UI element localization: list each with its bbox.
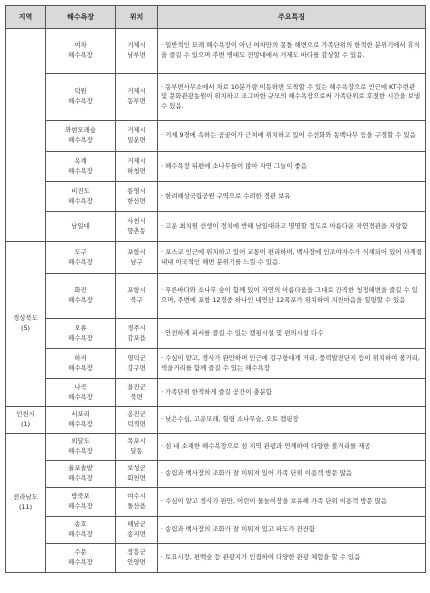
beach-name-text: 남일대 — [71, 221, 90, 230]
beach-name-text: 오류 — [74, 323, 87, 332]
location-cell — [116, 407, 158, 434]
feature-cell: · 한려해상국립공원 구역으로 수려한 경관 보유 — [158, 182, 426, 212]
beach-name-text: 해수욕장 — [68, 502, 93, 510]
feature-cell: · 수심이 얕고, 경사가 완만하며 인근에 강구항대게 거리, 풍력발전단지 등이 위치하여 볼거리, 먹을거리를 함께 즐길 수 있는 해수욕장 — [158, 349, 426, 379]
feature-cell: · 낮은수심, 고운모래, 힐링 소나무숲, 오토 캠핑장 — [158, 407, 426, 434]
table-row — [6, 242, 426, 274]
location-text: 통영시 — [127, 186, 146, 195]
beach-name-cell — [46, 349, 116, 379]
location-cell — [116, 74, 158, 121]
table-row — [6, 29, 426, 74]
region-cell — [6, 434, 46, 573]
location-text: 보성군 — [127, 464, 146, 473]
beach-name-text: 해수욕장 — [68, 196, 93, 205]
region-cell — [6, 407, 46, 434]
beach-name-text: 해수욕장 — [68, 474, 93, 482]
location-text: 남부면 — [127, 51, 146, 59]
beach-name-text: 해수욕장 — [68, 558, 93, 566]
beach-name-cell — [46, 434, 116, 461]
beach-table-container — [5, 5, 425, 588]
beach-name-text: 옥계 — [74, 156, 87, 165]
location-text: 북구 — [130, 296, 143, 304]
feature-cell: · 포스코 인근에 위치하고 있어 교통이 편리하며, 백사장에 인조야자수가 식재되어 있어 사계절 내내 이국적인 해변 분위기를 느낄 수 있음. — [158, 242, 426, 274]
beach-name-text: 율포솔밭 — [68, 464, 93, 473]
location-text: 감포읍 — [127, 333, 146, 342]
beach-name-cell — [46, 379, 116, 407]
location-text: 동부면 — [127, 97, 146, 105]
beach-name-text: 해수욕장 — [68, 530, 93, 538]
beach-name-text: 해수욕장 — [68, 363, 93, 372]
region-label: (11) — [18, 503, 33, 511]
table-row — [6, 121, 426, 152]
location-text: 거제시 — [127, 41, 146, 50]
beach-name-text: 하저 — [74, 353, 87, 362]
region-cell — [6, 242, 46, 407]
beach-name-cell — [46, 517, 116, 544]
feature-cell: · 푸른바다와 소나무 숲이 함께 있어 자연의 아름다움을 그대로 간직한 청정해변을 즐길 수 있으며, 주변에 포항 12경중 하나인 내연산 12폭포가 위치하여 지친마음을 힐링할 수 있음 — [158, 274, 426, 319]
beach-name-cell — [46, 319, 116, 349]
location-cell — [116, 434, 158, 461]
feature-cell: · 고운 최치원 선생이 경치에 반해 남일대라고 명명할 정도로 아름다운 자연경관을 자랑함 — [158, 212, 426, 242]
location-text: 포항시 — [127, 286, 146, 295]
location-text: 북면 — [130, 392, 143, 401]
beach-name-cell — [46, 274, 116, 319]
beach-name-cell — [46, 407, 116, 434]
feature-cell: · 동부면사무소에서 차로 10분가량 이동하면 도착할 수 있는 해수욕장으로 인근에 KT수련관 및 문화관광농원이 위치하고 조그마한 규모의 해수욕장으로써 가족단위로 호젓한 시간을 보낼 수 있음. — [158, 74, 426, 121]
table-row — [6, 434, 426, 461]
beach-name-text: 해수욕장 — [68, 97, 93, 105]
location-cell — [116, 182, 158, 212]
beach-name-cell — [46, 544, 116, 573]
table-row — [6, 152, 426, 182]
location-cell — [116, 349, 158, 379]
header-location: 위치 — [116, 6, 158, 29]
beach-name-text: 나곡 — [74, 382, 87, 391]
beach-name-cell — [46, 488, 116, 517]
beach-name-cell — [46, 182, 116, 212]
location-text: 거제시 — [127, 126, 146, 135]
header-beach-name: 해수욕장 — [46, 6, 116, 29]
location-cell — [116, 319, 158, 349]
beach-name-text: 여차 — [74, 41, 87, 50]
beach-name-text: 방죽포 — [71, 492, 90, 501]
location-cell — [116, 379, 158, 407]
beach-name-cell — [46, 74, 116, 121]
location-text: 해남군 — [127, 520, 146, 529]
region-label: 경상북도 — [13, 314, 38, 323]
location-text: 회천면 — [127, 474, 146, 482]
location-cell — [116, 212, 158, 242]
location-text: 거제시 — [127, 156, 146, 165]
feature-cell: · 송림과 백사장의 조화가 잘 이뤄져 있고 파도가 잔잔함 — [158, 517, 426, 544]
beach-name-text: 화진 — [74, 286, 87, 295]
table-row — [6, 461, 426, 488]
location-text: 영덕군 — [127, 353, 146, 362]
location-text: 남구 — [130, 257, 143, 266]
location-cell — [116, 242, 158, 274]
beach-table — [5, 5, 426, 573]
header-features: 주요특징 — [158, 6, 426, 29]
beach-name-text: 수문 — [74, 548, 87, 557]
location-cell — [116, 461, 158, 488]
beach-name-text: 외달도 — [71, 437, 90, 446]
table-row — [6, 212, 426, 242]
beach-name-text: 덕원 — [74, 87, 87, 96]
beach-name-text: 송호 — [74, 520, 87, 529]
location-text: 덕적면 — [127, 420, 146, 428]
region-label: (5) — [20, 324, 31, 332]
beach-name-cell — [46, 152, 116, 182]
feature-cell: · 수심이 얕고 경사가 완만, 어린이 물놀이장을 보유해 가족 단위 이용객 방문 많음 — [158, 488, 426, 517]
beach-name-cell — [46, 461, 116, 488]
beach-name-text: 비진도 — [71, 186, 90, 195]
beach-name-text: 해수욕장 — [68, 447, 93, 455]
beach-name-text: 해수욕장 — [68, 333, 93, 342]
table-row — [6, 544, 426, 573]
location-text: 달동 — [130, 447, 143, 455]
location-text: 향촌동 — [127, 226, 146, 235]
table-row — [6, 182, 426, 212]
region-label: (1) — [20, 420, 31, 428]
beach-name-text: 해수욕장 — [68, 392, 93, 401]
location-text: 포항시 — [127, 247, 146, 256]
location-text: 일운면 — [127, 136, 146, 144]
location-text: 옹진군 — [127, 410, 146, 419]
beach-name-cell — [46, 212, 116, 242]
beach-name-text: 해수욕장 — [68, 166, 93, 175]
region-label: 인천시 — [16, 410, 35, 419]
location-cell — [116, 544, 158, 573]
feature-cell: · 거제 9경에 속하는 공곶이가 근처에 위치하고 있어 수선화와 동백나무 등을 구경할 수 있음 — [158, 121, 426, 152]
header-region: 지역 — [6, 6, 46, 29]
location-text: 한산면 — [127, 196, 146, 205]
feature-cell: · 일반적인 모래 해수욕장이 아닌 여차만의 몽돌 해변으로 가족단위의 한적한 분위기에서 휴식을 즐길 수 있으며 주변 병대도 전망대에서 거제도 바다를 감상할 수 있음. — [158, 29, 426, 74]
location-cell — [116, 121, 158, 152]
location-cell — [116, 517, 158, 544]
location-cell — [116, 488, 158, 517]
location-text: 여수시 — [127, 492, 146, 501]
location-text: 장흥군 — [127, 548, 146, 557]
table-row — [6, 488, 426, 517]
feature-cell: · 섬 내 소재한 해수욕장으로 섬 지역 관광과 연계하여 다양한 볼거리를 제공 — [158, 434, 426, 461]
location-text: 강구면 — [127, 363, 146, 372]
location-cell — [116, 152, 158, 182]
beach-name-cell — [46, 242, 116, 274]
feature-cell: · 송림과 백사장의 조화가 잘 이뤄져 있어 가족 단위 이용객 방문 많음 — [158, 461, 426, 488]
beach-name-cell — [46, 29, 116, 74]
location-cell — [116, 274, 158, 319]
location-text: 돌산읍 — [127, 502, 146, 510]
location-cell — [116, 29, 158, 74]
location-text: 거제시 — [127, 87, 146, 96]
location-text: 송지면 — [127, 530, 146, 538]
beach-name-text: 해수욕장 — [68, 51, 93, 59]
region-label: 전라남도 — [13, 493, 38, 502]
feature-cell: · 해수욕장 뒤편에 소나무들이 많아 자연 그늘이 좋음 — [158, 152, 426, 182]
beach-name-text: 서포리 — [71, 410, 90, 419]
table-row — [6, 379, 426, 407]
beach-name-text: 해수욕장 — [68, 296, 93, 304]
region-cell — [6, 29, 46, 242]
table-row — [6, 349, 426, 379]
beach-name-text: 해수욕장 — [68, 257, 93, 266]
feature-cell: · 토요시장, 편백숲 등 관광지가 인접하여 다양한 관광 체험을 할 수 있음 — [158, 544, 426, 573]
table-row — [6, 319, 426, 349]
table-row — [6, 517, 426, 544]
table-header-row — [6, 6, 426, 29]
location-text: 목포시 — [127, 437, 146, 446]
table-row — [6, 74, 426, 121]
table-body — [6, 29, 426, 573]
location-text: 하청면 — [127, 166, 146, 175]
beach-name-text: 와현모래숲 — [65, 126, 96, 135]
beach-name-text: 도구 — [74, 247, 87, 256]
feature-cell: · 안전하게 피서를 즐길 수 있는 캠핑시설 및 편의시설 다수 — [158, 319, 426, 349]
table-row — [6, 274, 426, 319]
feature-cell: · 가족단위 한적하게 즐길 공간이 충분함 — [158, 379, 426, 407]
beach-name-text: 해수욕장 — [68, 420, 93, 428]
location-text: 안양면 — [127, 558, 146, 566]
table-row — [6, 407, 426, 434]
beach-name-cell — [46, 121, 116, 152]
location-text: 경주시 — [127, 323, 146, 332]
beach-name-text: 해수욕장 — [68, 136, 93, 144]
location-text: 울진군 — [127, 382, 146, 391]
location-text: 사천시 — [127, 216, 146, 225]
